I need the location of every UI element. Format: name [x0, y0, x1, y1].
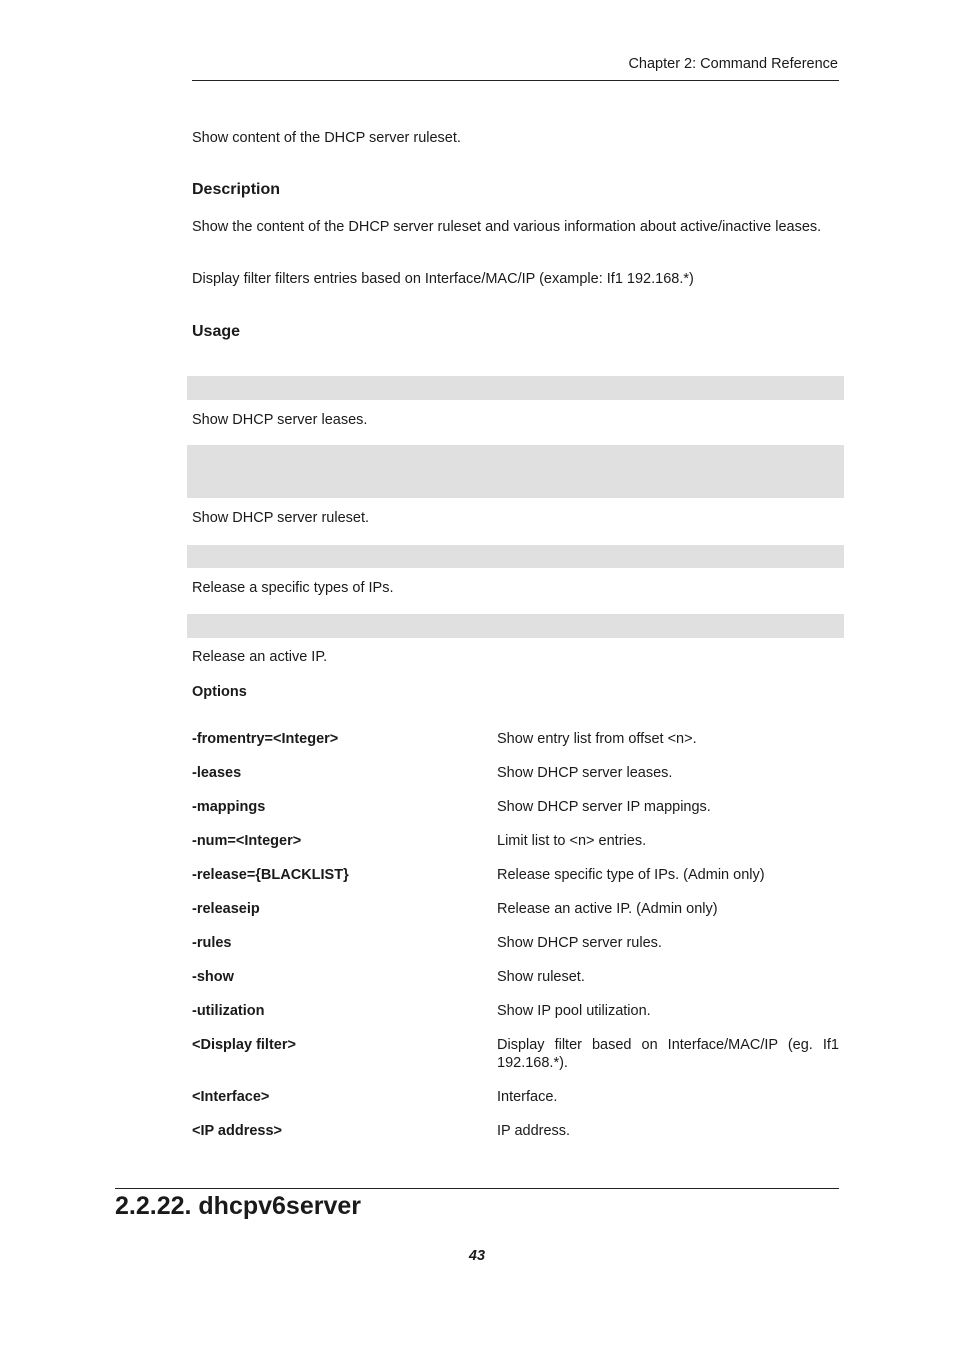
option-name: -rules: [192, 935, 232, 951]
description-paragraph-1: Show the content of the DHCP server ruleset and various information about active/inactive leases.: [192, 219, 822, 235]
option-name: -num=<Integer>: [192, 833, 302, 849]
option-description: Release an active IP. (Admin only): [497, 901, 718, 917]
usage-caption: Release a specific types of IPs.: [192, 580, 394, 596]
options-heading: Options: [192, 684, 247, 700]
option-name: -release={BLACKLIST}: [192, 867, 349, 883]
usage-caption: Show DHCP server leases.: [192, 412, 368, 428]
option-name: -show: [192, 969, 234, 985]
option-description: Show ruleset.: [497, 969, 585, 985]
section-heading: 2.2.22. dhcpv6server: [115, 1192, 361, 1220]
option-name: <IP address>: [192, 1123, 283, 1139]
option-description: Show entry list from offset <n>.: [497, 731, 697, 747]
option-description: Display filter based on Interface/MAC/IP (eg. If1 192.168.*).: [497, 1037, 839, 1071]
option-description: Show DHCP server leases.: [497, 765, 673, 781]
option-description: Release specific type of IPs. (Admin only): [497, 867, 765, 883]
option-name: -leases: [192, 765, 242, 781]
option-description: Show DHCP server IP mappings.: [497, 799, 711, 815]
usage-heading: Usage: [192, 323, 241, 340]
header-divider: [192, 80, 839, 81]
usage-caption: Release an active IP.: [192, 649, 328, 665]
running-header: Chapter 2: Command Reference: [628, 56, 838, 72]
option-description: Show IP pool utilization.: [497, 1003, 651, 1019]
intro-text: Show content of the DHCP server ruleset.: [192, 130, 461, 146]
usage-code-block: [187, 445, 844, 498]
option-name: -releaseip: [192, 901, 260, 917]
page-number: 43: [468, 1248, 486, 1264]
option-name: -fromentry=<Integer>: [192, 731, 339, 747]
option-description: Limit list to <n> entries.: [497, 833, 647, 849]
option-name: -mappings: [192, 799, 266, 815]
usage-caption: Show DHCP server ruleset.: [192, 510, 370, 526]
option-description: IP address.: [497, 1123, 571, 1139]
option-name: <Display filter>: [192, 1037, 296, 1053]
usage-code-block: [187, 545, 844, 568]
description-paragraph-2: Display filter filters entries based on Interface/MAC/IP (example: If1 192.168.*): [192, 271, 694, 287]
usage-code-block: [187, 614, 844, 638]
usage-code-block: [187, 376, 844, 400]
option-name: -utilization: [192, 1003, 265, 1019]
option-description: Show DHCP server rules.: [497, 935, 662, 951]
description-heading: Description: [192, 181, 281, 198]
option-name: <Interface>: [192, 1089, 270, 1105]
section-divider: [115, 1188, 839, 1189]
option-description: Interface.: [497, 1089, 558, 1105]
